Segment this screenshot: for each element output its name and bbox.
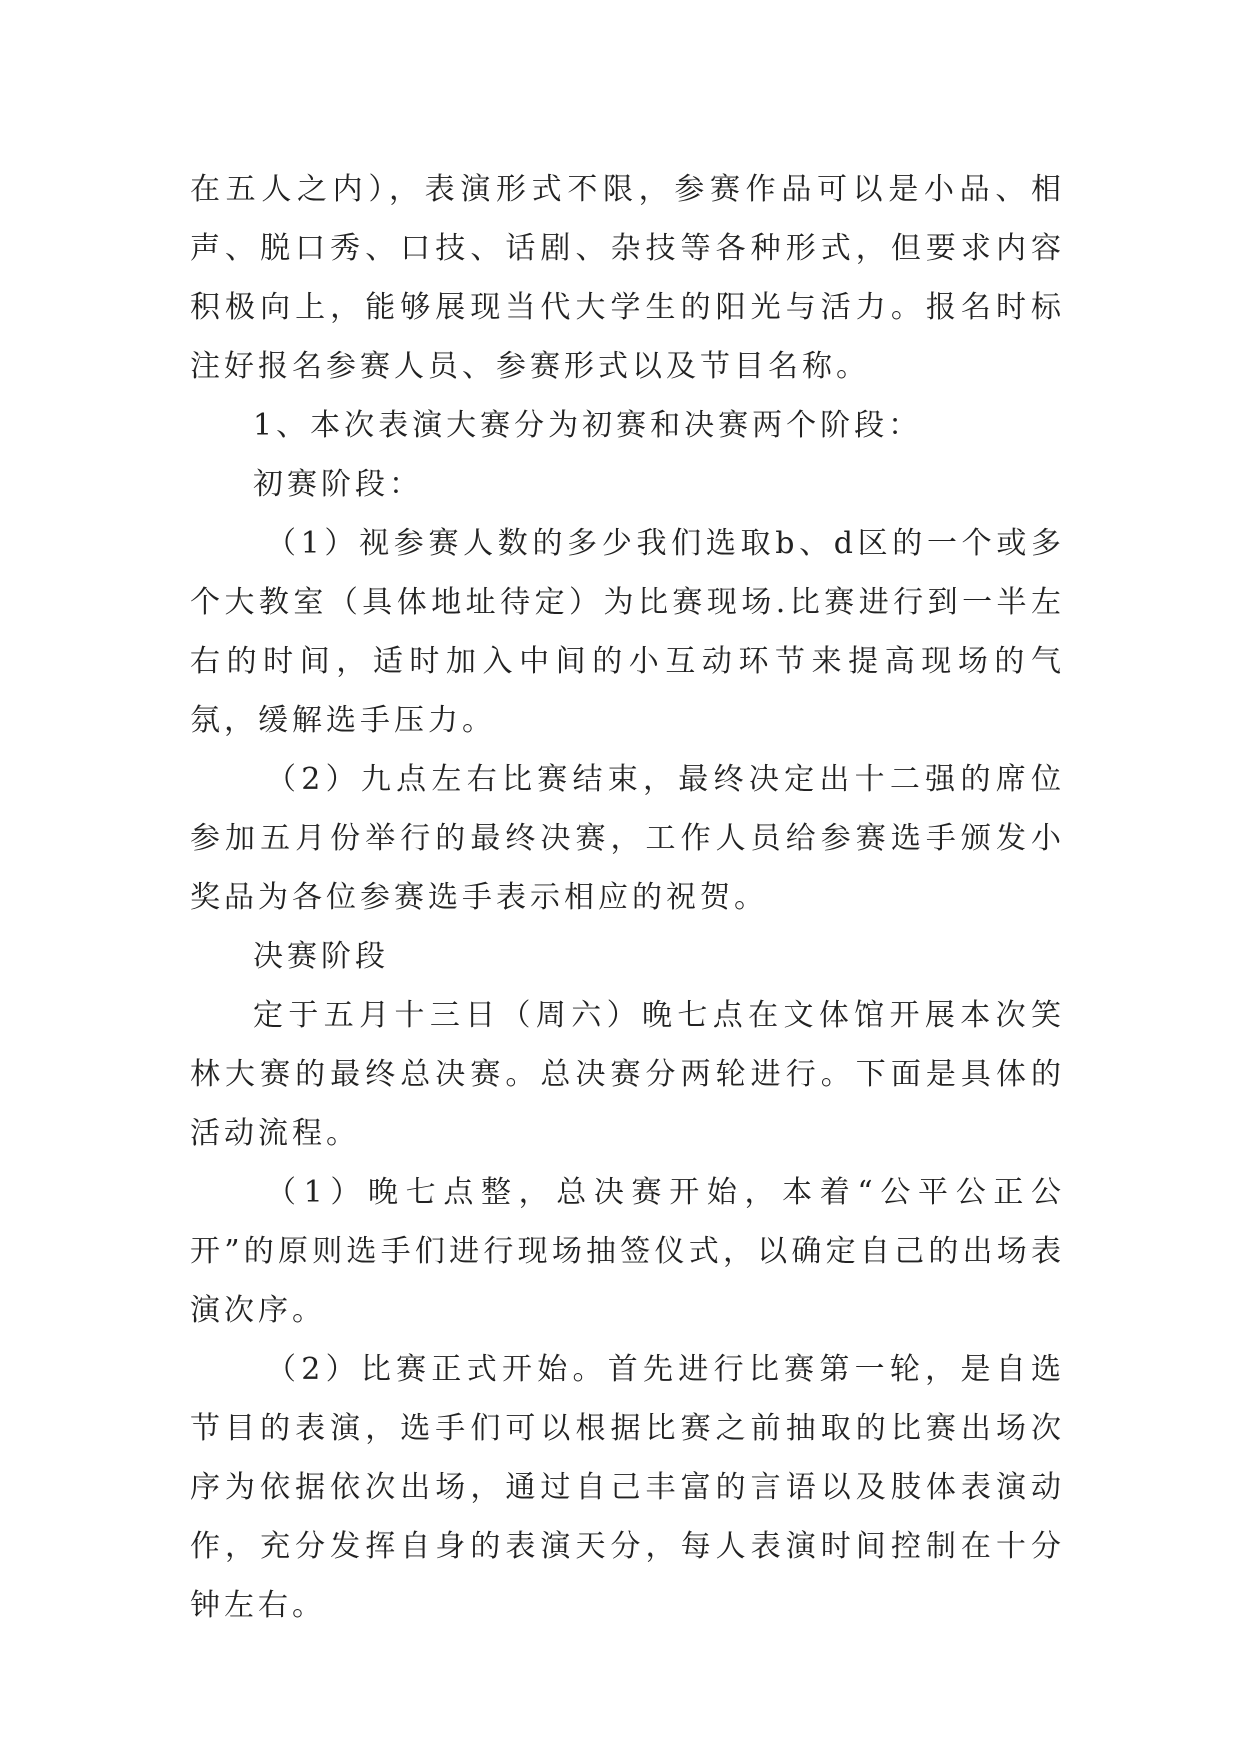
paragraph-final-item-1: （1）晚七点整，总决赛开始，本着“公平公正公开”的原则选手们进行现场抽签仪式，以确定自己的出场表演次序。 xyxy=(190,1175,1065,1328)
document-body xyxy=(190,160,1065,1635)
paragraph-intro-continued: 在五人之内），表演形式不限，参赛作品可以是小品、相声、脱口秀、口技、话剧、杂技等各种形式，但要求内容积极向上，能够展现当代大学生的阳光与活力。报名时标注好报名参赛人员、参赛形式以及节目名称。 xyxy=(190,172,1065,384)
paragraph-prelim-item-2: （2）九点左右比赛结束，最终决定出十二强的席位参加五月份举行的最终决赛，工作人员给参赛选手颁发小奖品为各位参赛选手表示相应的祝贺。 xyxy=(190,762,1065,915)
paragraph-final-intro: 定于五月十三日（周六）晚七点在文体馆开展本次笑林大赛的最终总决赛。总决赛分两轮进行。下面是具体的活动流程。 xyxy=(190,998,1065,1151)
paragraph-final-item-2: （2）比赛正式开始。首先进行比赛第一轮，是自选节目的表演，选手们可以根据比赛之前抽取的比赛出场次序为依据依次出场，通过自己丰富的言语以及肢体表演动作，充分发挥自身的表演天分，每人表演时间控制在十分钟左右。 xyxy=(190,1352,1065,1623)
paragraph-stages-intro: 1、本次表演大赛分为初赛和决赛两个阶段： xyxy=(253,408,923,443)
paragraph-prelim-item-1: （1）视参赛人数的多少我们选取b、d区的一个或多个大教室（具体地址待定）为比赛现场.比赛进行到一半左右的时间，适时加入中间的小互动环节来提高现场的气氛，缓解选手压力。 xyxy=(190,526,1065,738)
heading-prelim-stage: 初赛阶段： xyxy=(253,467,423,502)
heading-final-stage: 决赛阶段 xyxy=(253,939,389,974)
